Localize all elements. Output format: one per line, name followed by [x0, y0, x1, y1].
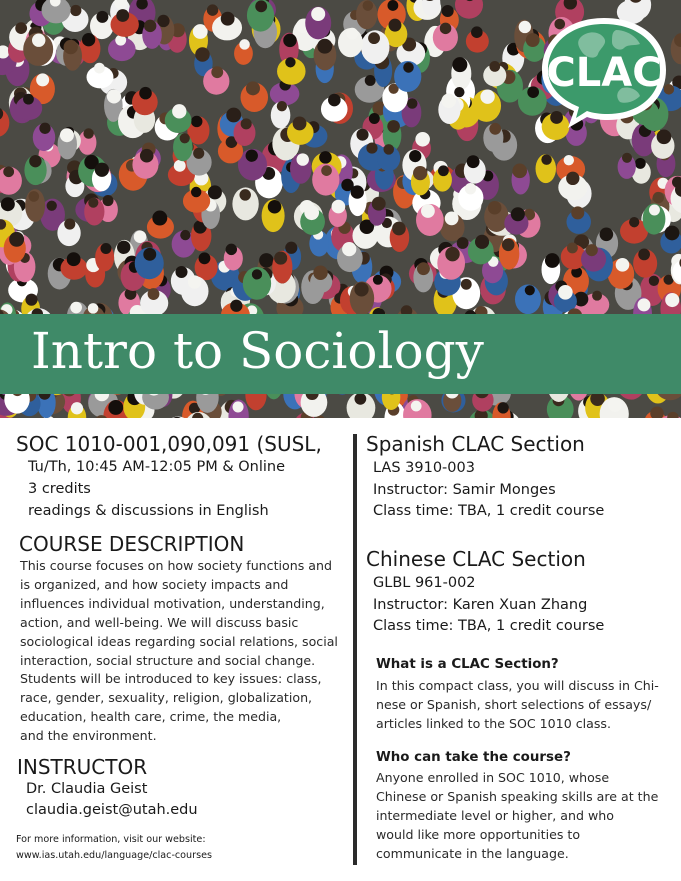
course-code: SOC 1010-001,090,091 (SUSL,	[16, 432, 322, 456]
course-description-heading: COURSE DESCRIPTION	[19, 532, 245, 556]
description-line: Students will be introduced to key issues: class,	[20, 671, 322, 687]
description-line: and the environment.	[20, 728, 157, 744]
spanish-class-time: Class time: TBA, 1 credit course	[373, 503, 605, 519]
who-can-take-body	[376, 769, 676, 864]
page-title: Intro to Sociology	[31, 322, 484, 380]
course-credits: 3 credits	[28, 481, 91, 497]
description-line: interaction, social structure and social change.	[20, 652, 316, 668]
chinese-section-title: Chinese CLAC Section	[366, 547, 586, 571]
chinese-course-code: GLBL 961-002	[373, 575, 476, 591]
description-line: is organized, and how society impacts and	[20, 576, 289, 592]
course-schedule: Tu/Th, 10:45 AM-12:05 PM & Online	[28, 459, 285, 475]
column-divider	[353, 434, 357, 865]
who-can-line: intermediate level or higher, and who	[376, 807, 614, 823]
instructor-email[interactable]: claudia.geist@utah.edu	[26, 802, 198, 818]
logo-text: CLAC	[546, 50, 662, 96]
chinese-class-time: Class time: TBA, 1 credit course	[373, 618, 605, 634]
description-line: influences individual motivation, understanding,	[20, 595, 325, 611]
who-can-line: would like more opportunities to	[376, 826, 581, 842]
spanish-instructor: Instructor: Samir Monges	[373, 482, 556, 498]
description-line: education, health care, crime, the media,	[20, 709, 282, 725]
chinese-instructor: Instructor: Karen Xuan Zhang	[373, 597, 588, 613]
description-line: action, and well-being. We will discuss basic	[20, 614, 299, 630]
what-is-clac-heading: What is a CLAC Section?	[376, 657, 559, 672]
footer-info: For more information, visit our website:	[16, 834, 206, 845]
who-can-line: Anyone enrolled in SOC 1010, whose	[376, 770, 610, 785]
instructor-heading: INSTRUCTOR	[17, 755, 148, 779]
clac-logo	[538, 14, 670, 132]
what-is-line: nese or Spanish, short selections of essays/	[376, 696, 652, 712]
description-line: sociological ideas regarding social relations, social	[20, 633, 338, 649]
course-description	[20, 557, 352, 746]
spanish-section-title: Spanish CLAC Section	[366, 432, 585, 456]
spanish-course-code: LAS 3910-003	[373, 460, 475, 476]
who-can-take-heading: Who can take the course?	[376, 750, 571, 765]
instructor-name: Dr. Claudia Geist	[26, 781, 148, 797]
what-is-clac-body	[376, 677, 676, 734]
who-can-line: Chinese or Spanish speaking skills are at the	[376, 788, 659, 804]
what-is-line: In this compact class, you will discuss in Chi-	[376, 678, 659, 693]
course-language: readings & discussions in English	[28, 503, 269, 519]
description-line: race, gender, sexuality, religion, globalization,	[20, 690, 313, 706]
description-line: This course focuses on how society functions and	[20, 558, 332, 573]
who-can-line: communicate in the language.	[376, 845, 569, 861]
what-is-line: articles linked to the SOC 1010 class.	[376, 715, 611, 731]
footer-website-link[interactable]: www.ias.utah.edu/language/clac-courses	[16, 850, 212, 861]
